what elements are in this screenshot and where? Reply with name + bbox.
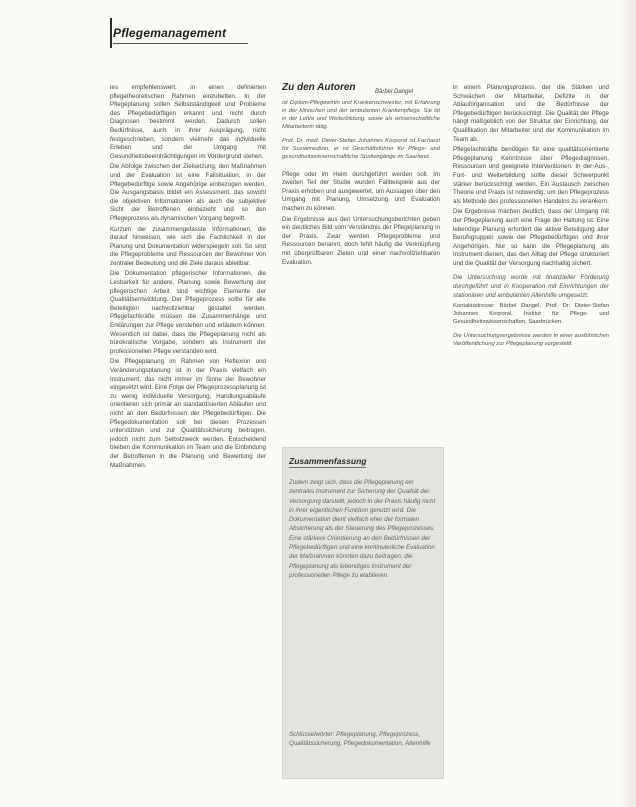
paragraph: Kurzum der zusammengefasste Informationen, die darauf hinweisen, wie sich die Fachlichkeit in der Planung und Dokumentation widerspiegeln soll. So sind die Pflegeprobleme und Ressourcen der Bewohner von zentraler Bedeutung und die Ziele daraus ableitbar. — [110, 225, 266, 267]
paragraph: les empfehlenswert, in einen definierten pflegetheoretischen Rahmen einzubetten. In der Pflegeplanung sollen Selbstständigkeit und Probleme des Pflegebedürftigen erkannt und nicht durch Diagnosen bestimmt werden. Dadurch sollen Bedürfnisse, auch in ihrer Ausprägung, nicht festgeschrieben, sondern vielmehr das individuelle Erleben und der Umgang mit Gesundheitsbeeinträchtigungen im Vordergrund stehen. — [110, 84, 266, 160]
column-middle-body — [282, 171, 440, 268]
paragraph: Die Abfolge zwischen der Zielsetzung, den Maßnahmen und der Evaluation ist eine Fallsituation, in der Pflegebedürftige sowie Angehörige einbezogen werden. Die Ausgangsbasis bildet ein Assessment, das sowohl die objektiven Informationen als auch die subjektive Sicht der Betroffenen einbezieht und so den Pflegeprozess als dynamischen Vorgang begreift. — [110, 163, 266, 222]
paragraph: Die Dokumentation pflegerischer Informationen, die Lesbarkeit für andere, Planung sowie Bewertung der pflegerischen Arbeit sind wichtige Elemente der Qualitätsentwicklung. Der Pflegeprozess sollte für alle Beteiligten nachvollziehbar gestaltet werden. Pflegefachkräfte müssen die Zusammenhänge und Erklärungen zur Pflege verstehen und erläutern können. Wesentlich ist dabei, dass die Pflegeplanung nicht als bürokratische Vorgabe, sondern als Instrument der professionellen Pflege verstanden wird. — [110, 270, 266, 355]
paragraph: in einem Planungsprozess, der die Stärken und Schwächen der Mitarbeiter, Defizite in der Ablauforganisation und die Bedürfnisse der Pflegebedürftigen berücksichtigt. Die Qualität der Pflege hängt maßgeblich von der Struktur der Einrichtung, der Qualifikation der Mitarbeiter und der Kommunikation im Team ab. — [453, 84, 609, 143]
column-middle — [282, 84, 440, 269]
authors-heading: Zu den Autoren — [282, 82, 356, 93]
footnote: Die Untersuchungsergebnisse werden in einer ausführlichen Veröffentlichung zur Pflegeplanung vorgestellt. — [453, 333, 609, 348]
header-rule — [110, 18, 112, 48]
paragraph: Pflegefachkräfte benötigen für eine qualitätsorientierte Pflegeplanung Kenntnisse über Pflegediagnosen, Ressourcen und geeignete Interventionen. In der Aus-, Fort- und Weiterbildung sollte dieser Schwerpunkt stärker berücksichtigt werden. Ein Austausch zwischen Theorie und Praxis ist notwendig, um den Pflegeprozess als Methode des professionellen Handelns zu verankern. — [453, 146, 609, 205]
author-name: Bärbel Dangel — [375, 89, 414, 95]
summary-text: Zudem zeigt sich, dass die Pflegeplanung ein zentrales Instrument zur Sicherung der Qualität der Versorgung darstellt, jedoch in der Praxis häufig nicht in ihrer eigentlichen Funktion genutzt wird. Die Dokumentation dient vielfach eher der formalen Absicherung als der Steuerung des Pflegeprozesses. Eine stärkere Orientierung an den Bedürfnissen der Pflegebedürftigen und eine kontinuierliche Evaluation der Maßnahmen könnten dazu beitragen, die Pflegeplanung als lebendiges Instrument der professionellen Pflege zu etablieren. — [289, 479, 436, 579]
summary-box — [282, 447, 444, 779]
paragraph: Pflege oder im Heim durchgeführt werden soll. Im zweiten Teil der Studie wurden Fallbeispiele aus der Praxis erhoben und ausgewertet, um Aussagen über den Umgang mit Planung, Umsetzung und Evaluation machen zu können. — [282, 170, 440, 212]
italic-note: Die Untersuchung wurde mit finanzieller Förderung durchgeführt und in Kooperation mit Einrichtungen der stationären und ambulanten Altenhilfe umgesetzt. — [453, 274, 609, 299]
paragraph: Die Ergebnisse machen deutlich, dass der Umgang mit der Pflegeplanung auch eine Frage der Haltung ist. Eine lebendige Planung erfordert die aktive Beteiligung aller Berufsgruppen sowie der Pflegebedürftigen und ihrer Angehörigen. Nur so kann die Pflegeplanung als Instrument dienen, das den Alltag der Pflege strukturiert und die Qualität der Versorgung nachhaltig sichert. — [453, 208, 609, 267]
section-title: Pflegemanagement — [113, 26, 227, 40]
column-left — [110, 84, 266, 796]
author-bio-dangel: ist Diplom-Pflegewirtin und Krankenschwester, mit Erfahrung in der klinischen und der ambulanten Krankenpflege. Sie ist in der Lehre und Weiterbildung, sowie als wissenschaftliche Mitarbeiterin tätig. — [282, 99, 440, 130]
author-bio-korporal: Prof. Dr. med. Dieter-Stefan Johannes Korporal ist Facharzt für Sozialmedizin, er ist Geschäftsführer für Pflege- und gesundheitswissenschaftliche Studiengänge im Saarland. — [282, 137, 440, 160]
summary-heading: Zusammenfassung — [289, 456, 367, 466]
column-right — [453, 84, 609, 796]
contact-address: Kontaktadresse: Bärbel Dangel, Prof. Dr. Dieter-Stefan Johannes Korporal, Institut für Pflege- und Gesundheitswissenschaften, Saarbrücken. — [453, 303, 609, 326]
summary-keywords: Schlüsselwörter: Pflegeplanung, Pflegeprozess, Qualitätssicherung, Pflegedokumentation, Altenhilfe — [289, 731, 431, 748]
paragraph: Die Ergebnisse aus den Untersuchungsberichten geben ein deutliches Bild vom Verständnis der Pflegeplanung in der Praxis. Zwar werden Pflegeprobleme und Ressourcen benannt, doch fehlt häufig die Verknüpfung mit überprüfbaren Zielen und einer nachvollziehbaren Evaluation. — [282, 215, 440, 266]
page-fold-shadow — [620, 0, 636, 807]
paragraph: Die Pflegeplanung im Rahmen von Reflexion und Veränderungsplanung ist in der Praxis vielfach ein Instrument, das nicht immer im Sinne der Bewohner eingesetzt wird. Eine Folge der Pflegeprozessplanung ist zu wenig individuelle Versorgung, Handlungsabläufe orientieren sich primär an standardisierten Abläufen und nicht an den Bedürfnissen der Pflegebedürftigen. Die Pflegedokumentation soll bei diesen Prozessen unterstützen und zur Qualitätssicherung beitragen, jedoch nicht zum Selbstzweck werden. Entscheidend bleiben die Kommunikation im Team und die Einbindung der Betroffenen in die Planung und Bewertung der Maßnahmen. — [110, 358, 266, 469]
title-underline — [113, 43, 248, 44]
